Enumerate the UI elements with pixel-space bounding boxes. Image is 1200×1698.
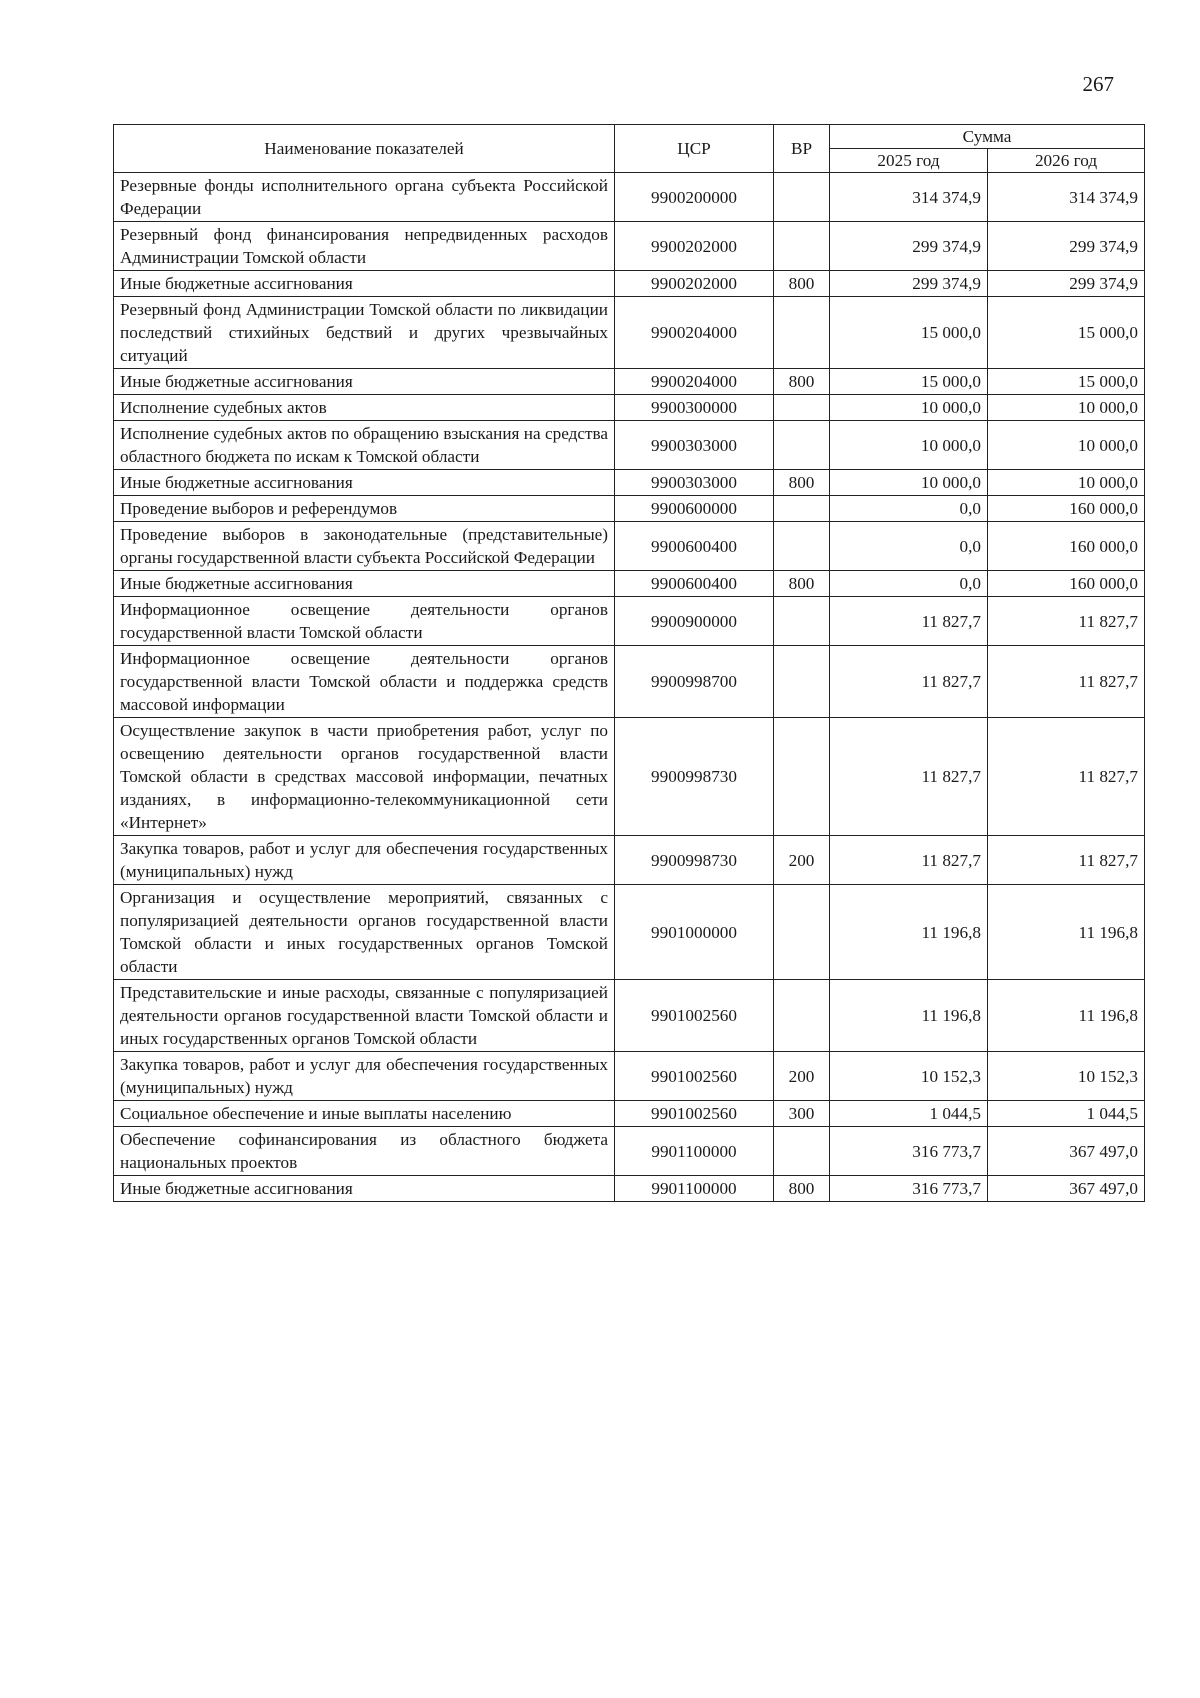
header-sum: Сумма	[830, 125, 1145, 149]
header-name: Наименование показателей	[114, 125, 615, 173]
row-csr-code: 9900998700	[615, 646, 774, 718]
row-name: Обеспечение софинансирования из областного бюджета национальных проектов	[114, 1127, 615, 1176]
row-sum-2025: 15 000,0	[830, 369, 988, 395]
table-row	[114, 1052, 1145, 1101]
row-csr-code: 9901000000	[615, 885, 774, 980]
row-sum-2026: 11 196,8	[988, 885, 1145, 980]
row-csr-code: 9901100000	[615, 1176, 774, 1202]
row-sum-2026: 11 196,8	[988, 980, 1145, 1052]
row-name: Закупка товаров, работ и услуг для обеспечения государственных (муниципальных) нужд	[114, 836, 615, 885]
row-name: Социальное обеспечение и иные выплаты населению	[114, 1101, 615, 1127]
row-csr-code: 9900200000	[615, 173, 774, 222]
row-sum-2025: 10 000,0	[830, 395, 988, 421]
row-name: Информационное освещение деятельности органов государственной власти Томской области и поддержка средств массовой информации	[114, 646, 615, 718]
row-vr-code	[774, 718, 830, 836]
row-csr-code: 9901100000	[615, 1127, 774, 1176]
row-name: Иные бюджетные ассигнования	[114, 470, 615, 496]
row-vr-code	[774, 496, 830, 522]
table-row	[114, 271, 1145, 297]
row-sum-2026: 11 827,7	[988, 646, 1145, 718]
table-row	[114, 297, 1145, 369]
table-row	[114, 421, 1145, 470]
row-name: Резервный фонд финансирования непредвиденных расходов Администрации Томской области	[114, 222, 615, 271]
row-sum-2026: 10 000,0	[988, 395, 1145, 421]
row-sum-2025: 15 000,0	[830, 297, 988, 369]
row-sum-2025: 11 196,8	[830, 980, 988, 1052]
row-vr-code: 200	[774, 836, 830, 885]
table-row	[114, 646, 1145, 718]
row-sum-2025: 0,0	[830, 496, 988, 522]
row-sum-2025: 0,0	[830, 571, 988, 597]
row-vr-code: 300	[774, 1101, 830, 1127]
row-csr-code: 9900204000	[615, 369, 774, 395]
header-row	[114, 125, 1145, 149]
page-number: 267	[1082, 72, 1114, 96]
row-sum-2026: 1 044,5	[988, 1101, 1145, 1127]
row-vr-code: 200	[774, 1052, 830, 1101]
row-sum-2025: 11 827,7	[830, 597, 988, 646]
row-sum-2026: 15 000,0	[988, 369, 1145, 395]
row-vr-code: 800	[774, 470, 830, 496]
table-row	[114, 718, 1145, 836]
table-row	[114, 222, 1145, 271]
row-sum-2025: 314 374,9	[830, 173, 988, 222]
header-vr: ВР	[774, 125, 830, 173]
row-sum-2026: 11 827,7	[988, 718, 1145, 836]
row-csr-code: 9900202000	[615, 271, 774, 297]
row-name: Представительские и иные расходы, связанные с популяризацией деятельности органов государственной власти Томской области и иных государственных органов Томской области	[114, 980, 615, 1052]
row-sum-2025: 11 827,7	[830, 836, 988, 885]
row-vr-code	[774, 421, 830, 470]
row-vr-code	[774, 1127, 830, 1176]
row-name: Закупка товаров, работ и услуг для обеспечения государственных (муниципальных) нужд	[114, 1052, 615, 1101]
row-csr-code: 9900300000	[615, 395, 774, 421]
row-csr-code: 9900998730	[615, 836, 774, 885]
table-row	[114, 836, 1145, 885]
table-row	[114, 522, 1145, 571]
header-year-2025: 2025 год	[830, 149, 988, 173]
row-sum-2025: 11 196,8	[830, 885, 988, 980]
row-vr-code: 800	[774, 369, 830, 395]
row-vr-code	[774, 297, 830, 369]
row-vr-code	[774, 522, 830, 571]
table-row	[114, 1101, 1145, 1127]
row-sum-2025: 316 773,7	[830, 1176, 988, 1202]
row-sum-2026: 314 374,9	[988, 173, 1145, 222]
row-sum-2025: 299 374,9	[830, 271, 988, 297]
table-row	[114, 597, 1145, 646]
row-csr-code: 9901002560	[615, 980, 774, 1052]
table-row	[114, 571, 1145, 597]
table-row	[114, 395, 1145, 421]
row-sum-2026: 160 000,0	[988, 571, 1145, 597]
budget-table	[113, 124, 1145, 1202]
row-sum-2025: 299 374,9	[830, 222, 988, 271]
row-csr-code: 9901002560	[615, 1101, 774, 1127]
row-sum-2026: 160 000,0	[988, 522, 1145, 571]
row-csr-code: 9900998730	[615, 718, 774, 836]
row-name: Осуществление закупок в части приобретения работ, услуг по освещению деятельности органов государственной власти Томской области в средствах массовой информации, печатных изданиях, в информационно-телекоммуникационной сети «Интернет»	[114, 718, 615, 836]
row-name: Иные бюджетные ассигнования	[114, 1176, 615, 1202]
row-vr-code	[774, 597, 830, 646]
table-row	[114, 470, 1145, 496]
row-sum-2026: 10 000,0	[988, 421, 1145, 470]
row-sum-2026: 11 827,7	[988, 597, 1145, 646]
row-csr-code: 9900303000	[615, 470, 774, 496]
row-csr-code: 9900900000	[615, 597, 774, 646]
row-name: Проведение выборов и референдумов	[114, 496, 615, 522]
table-row	[114, 1127, 1145, 1176]
row-sum-2026: 367 497,0	[988, 1127, 1145, 1176]
row-csr-code: 9900202000	[615, 222, 774, 271]
row-csr-code: 9900600000	[615, 496, 774, 522]
table-row	[114, 369, 1145, 395]
table-row	[114, 496, 1145, 522]
row-vr-code: 800	[774, 1176, 830, 1202]
row-name: Резервный фонд Администрации Томской области по ликвидации последствий стихийных бедствий и других чрезвычайных ситуаций	[114, 297, 615, 369]
row-name: Проведение выборов в законодательные (представительные) органы государственной власти субъекта Российской Федерации	[114, 522, 615, 571]
row-sum-2025: 316 773,7	[830, 1127, 988, 1176]
table-row	[114, 885, 1145, 980]
row-sum-2026: 15 000,0	[988, 297, 1145, 369]
table-row	[114, 1176, 1145, 1202]
row-sum-2026: 367 497,0	[988, 1176, 1145, 1202]
table-row	[114, 173, 1145, 222]
row-csr-code: 9900204000	[615, 297, 774, 369]
header-csr: ЦСР	[615, 125, 774, 173]
row-csr-code: 9900600400	[615, 522, 774, 571]
row-sum-2025: 0,0	[830, 522, 988, 571]
row-name: Исполнение судебных актов по обращению взыскания на средства областного бюджета по искам к Томской области	[114, 421, 615, 470]
row-sum-2026: 10 152,3	[988, 1052, 1145, 1101]
row-vr-code	[774, 395, 830, 421]
row-name: Информационное освещение деятельности органов государственной власти Томской области	[114, 597, 615, 646]
row-csr-code: 9900303000	[615, 421, 774, 470]
row-name: Иные бюджетные ассигнования	[114, 571, 615, 597]
table-body	[114, 173, 1145, 1202]
row-sum-2025: 11 827,7	[830, 718, 988, 836]
row-sum-2025: 1 044,5	[830, 1101, 988, 1127]
row-sum-2026: 299 374,9	[988, 271, 1145, 297]
row-vr-code	[774, 222, 830, 271]
row-csr-code: 9900600400	[615, 571, 774, 597]
row-csr-code: 9901002560	[615, 1052, 774, 1101]
row-vr-code	[774, 980, 830, 1052]
row-vr-code	[774, 646, 830, 718]
row-sum-2025: 10 000,0	[830, 470, 988, 496]
row-name: Иные бюджетные ассигнования	[114, 271, 615, 297]
header-year-2026: 2026 год	[988, 149, 1145, 173]
row-vr-code: 800	[774, 571, 830, 597]
row-sum-2026: 299 374,9	[988, 222, 1145, 271]
row-name: Организация и осуществление мероприятий, связанных с популяризацией деятельности органов государственной власти Томской области и иных государственных органов Томской области	[114, 885, 615, 980]
row-sum-2025: 10 152,3	[830, 1052, 988, 1101]
row-name: Иные бюджетные ассигнования	[114, 369, 615, 395]
table-row	[114, 980, 1145, 1052]
row-sum-2025: 11 827,7	[830, 646, 988, 718]
row-sum-2025: 10 000,0	[830, 421, 988, 470]
row-name: Исполнение судебных актов	[114, 395, 615, 421]
row-sum-2026: 10 000,0	[988, 470, 1145, 496]
row-sum-2026: 11 827,7	[988, 836, 1145, 885]
row-vr-code	[774, 173, 830, 222]
row-name: Резервные фонды исполнительного органа субъекта Российской Федерации	[114, 173, 615, 222]
row-sum-2026: 160 000,0	[988, 496, 1145, 522]
row-vr-code: 800	[774, 271, 830, 297]
row-vr-code	[774, 885, 830, 980]
